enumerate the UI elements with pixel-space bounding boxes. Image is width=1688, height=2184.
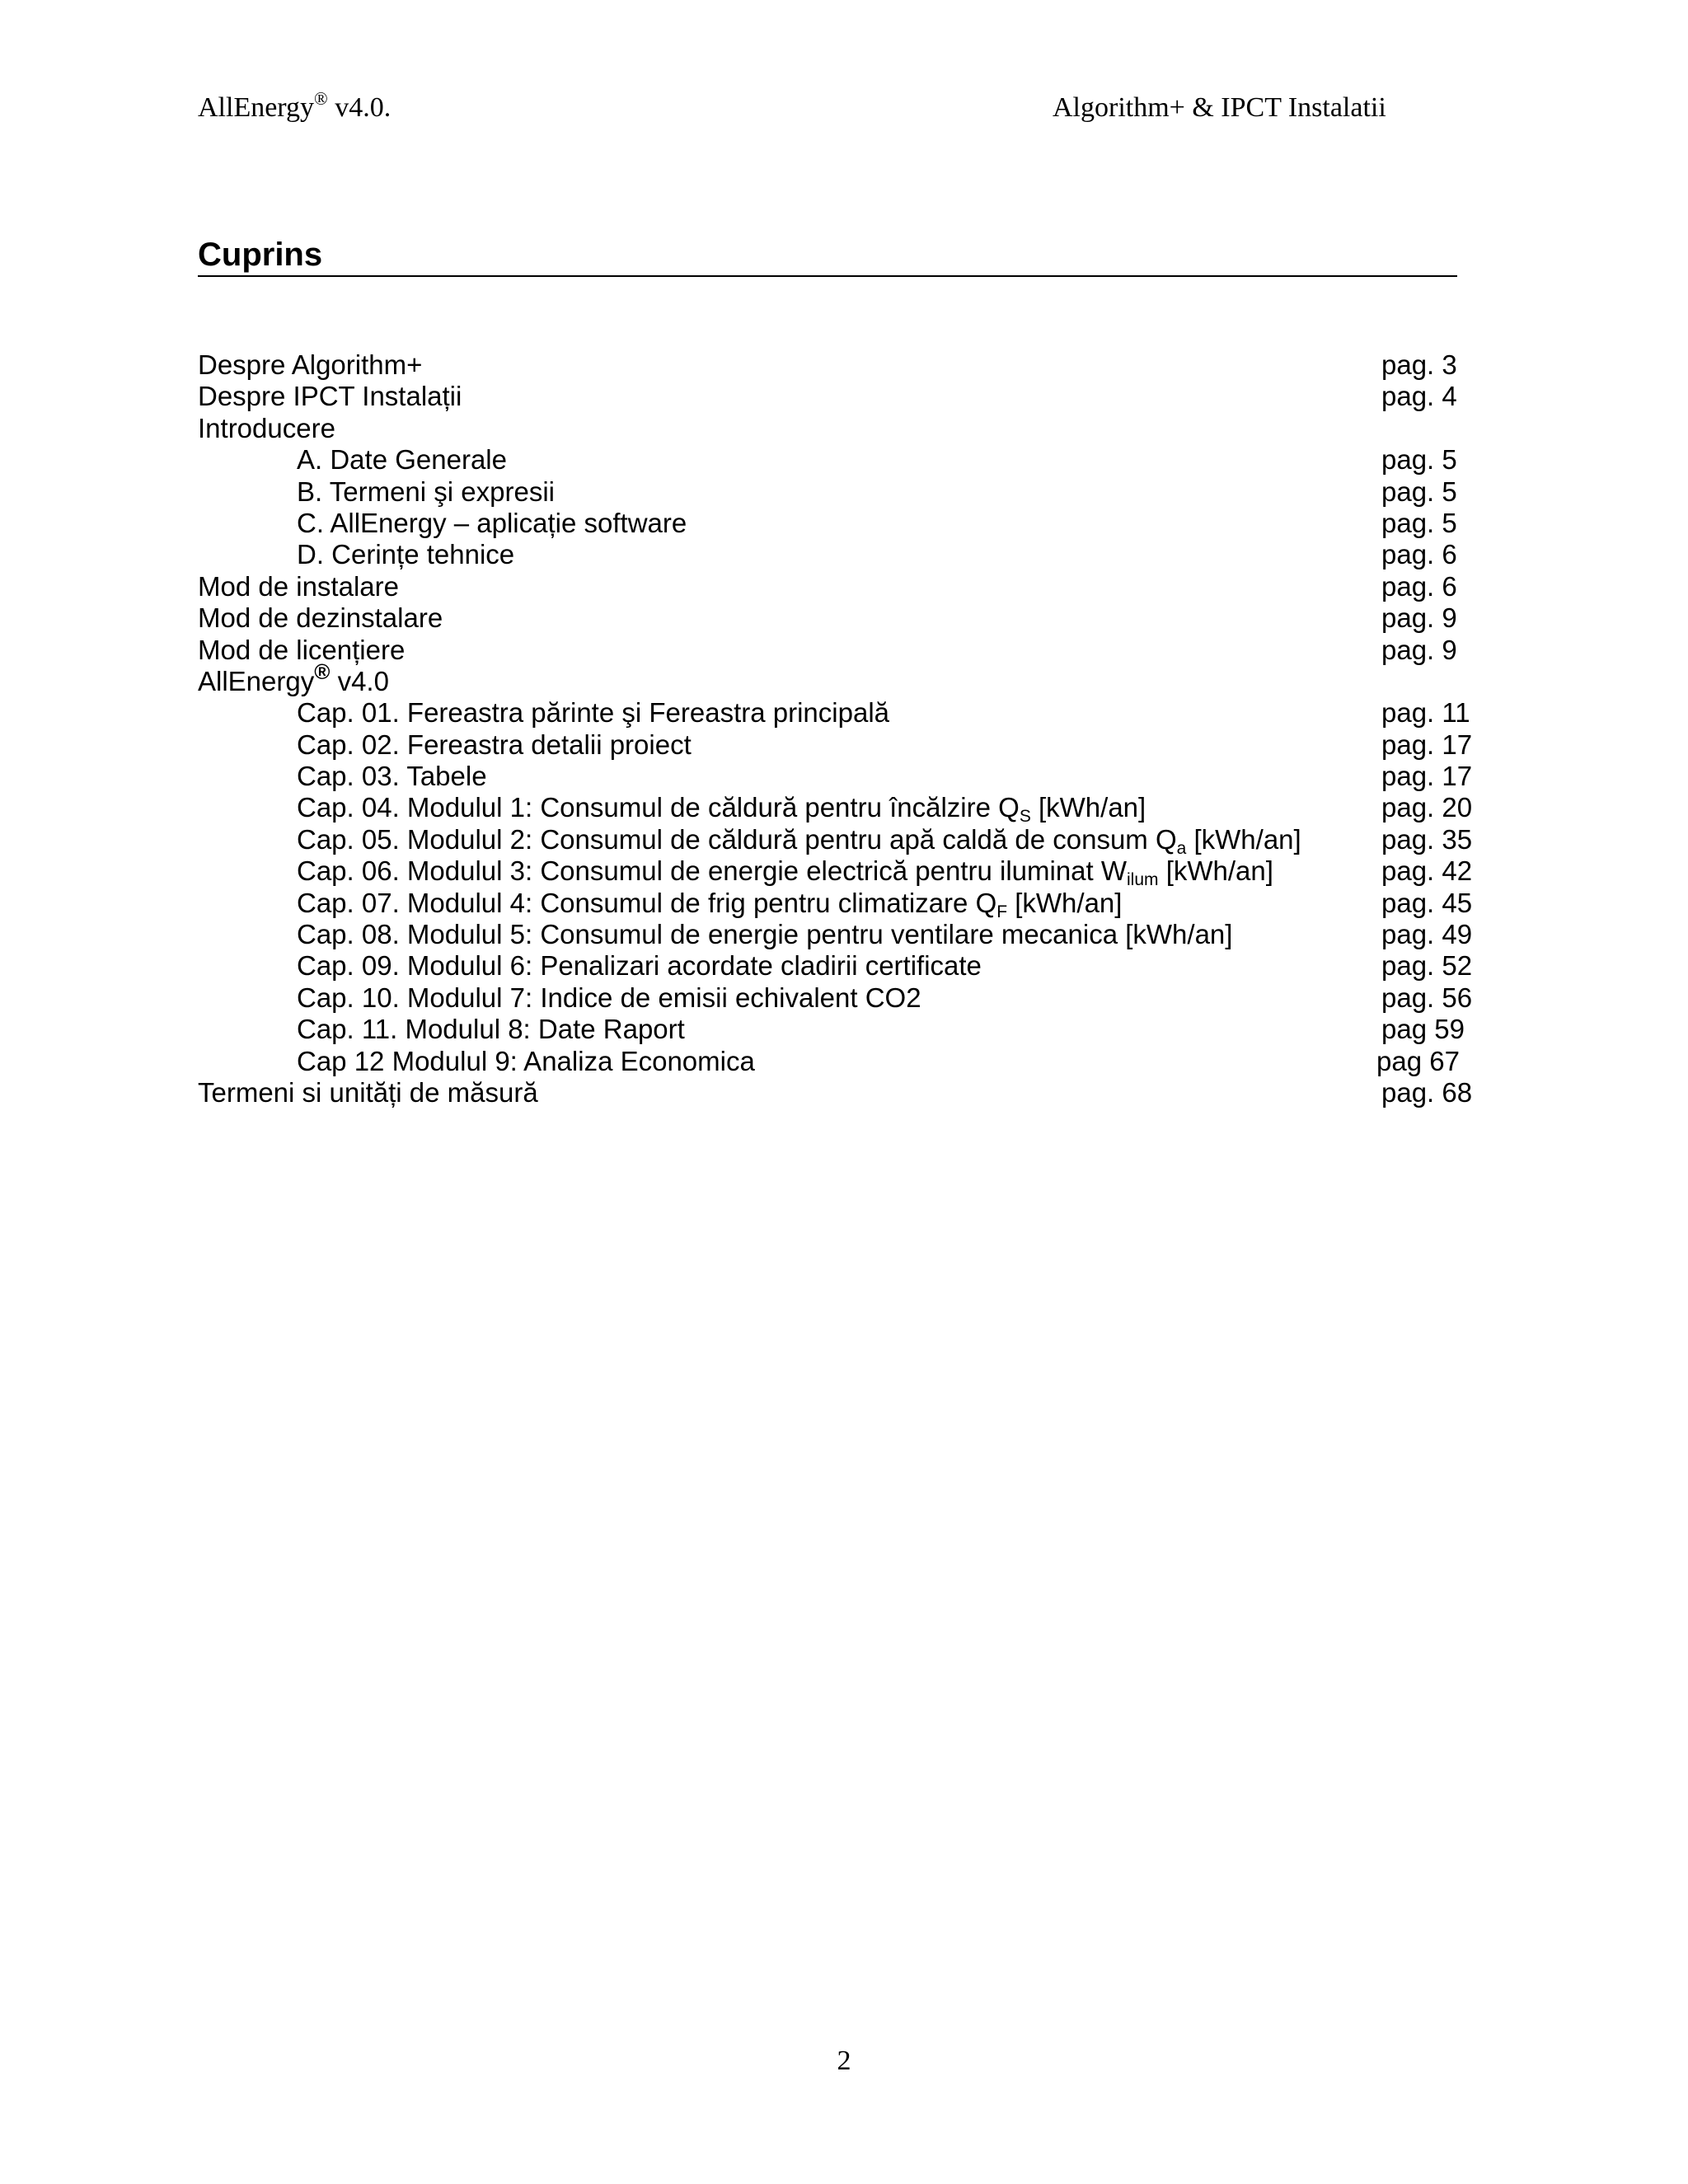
table-of-contents <box>198 349 1517 1108</box>
page-number: 2 <box>837 2046 851 2076</box>
toc-entry: Mod de licențiere pag. 9 <box>198 634 1457 665</box>
toc-entry: Cap. 05. Modulul 2: Consumul de căldură pentru apă caldă de consum $Q_a$ [kWh/an] pag. 35 <box>297 823 1473 858</box>
toc-entry: Mod de dezinstalare pag. 9 <box>198 602 1457 634</box>
toc-entry: D. Cerințe tehnice pag. 6 <box>297 539 1457 570</box>
toc-entry: Cap. 01. Fereastra părinte şi Fereastra principală pag. 11 <box>297 697 1470 729</box>
toc-entry: Cap. 04. Modulul 1: Consumul de căldură pentru încălzire $Q_S$ [kWh/an] pag. 20 <box>297 792 1473 827</box>
toc-entry: Cap. 07. Modulul 4: Consumul de frig pentru climatizare $Q_F$ [kWh/an] pag. 45 <box>297 887 1473 921</box>
toc-entry: Introducere <box>198 412 335 443</box>
toc-entry: A. Date Generale pag. 5 <box>297 444 1457 476</box>
toc-entry: Cap. 03. Tabele pag. 17 <box>297 761 1473 792</box>
toc-entry: B. Termeni şi expresii pag. 5 <box>297 476 1457 507</box>
toc-entry: Cap 12 Modulul 9: Analiza Economica pag 67 <box>297 1045 1460 1076</box>
toc-entry: AllEnergy® v4.0 <box>198 658 389 696</box>
toc-entry: Cap. 06. Modulul 3: Consumul de energie electrică pentru iluminat $W_{ilum}$ [kWh/an] pag. 42 <box>297 855 1473 890</box>
toc-title: Cuprins <box>198 234 1457 277</box>
toc-entry: Cap. 11. Modulul 8: Date Raport pag 59 <box>297 1014 1465 1045</box>
toc-entry: Cap. 08. Modulul 5: Consumul de energie pentru ventilare mecanica [kWh/an] pag. 49 <box>297 919 1473 950</box>
toc-entry: C. AllEnergy – aplicație software pag. 5 <box>297 507 1457 538</box>
toc-entry: Cap. 10. Modulul 7: Indice de emisii echivalent CO2 pag. 56 <box>297 982 1473 1013</box>
header-company: Algorithm+ & IPCT Instalatii <box>1053 92 1386 123</box>
toc-entry: Termeni si unități de măsură pag. 68 <box>198 1076 1473 1108</box>
toc-entry: Despre Algorithm+ pag. 3 <box>198 349 1457 380</box>
page-header <box>198 88 1393 134</box>
header-product: AllEnergy® v4.0. <box>198 88 392 123</box>
toc-entry: Cap. 02. Fereastra detalii proiect pag. 17 <box>297 729 1473 760</box>
toc-entry: Despre IPCT Instalații pag. 4 <box>198 381 1457 412</box>
toc-entry: Cap. 09. Modulul 6: Penalizari acordate cladirii certificate pag. 52 <box>297 950 1473 982</box>
toc-entry: Mod de instalare pag. 6 <box>198 570 1457 602</box>
